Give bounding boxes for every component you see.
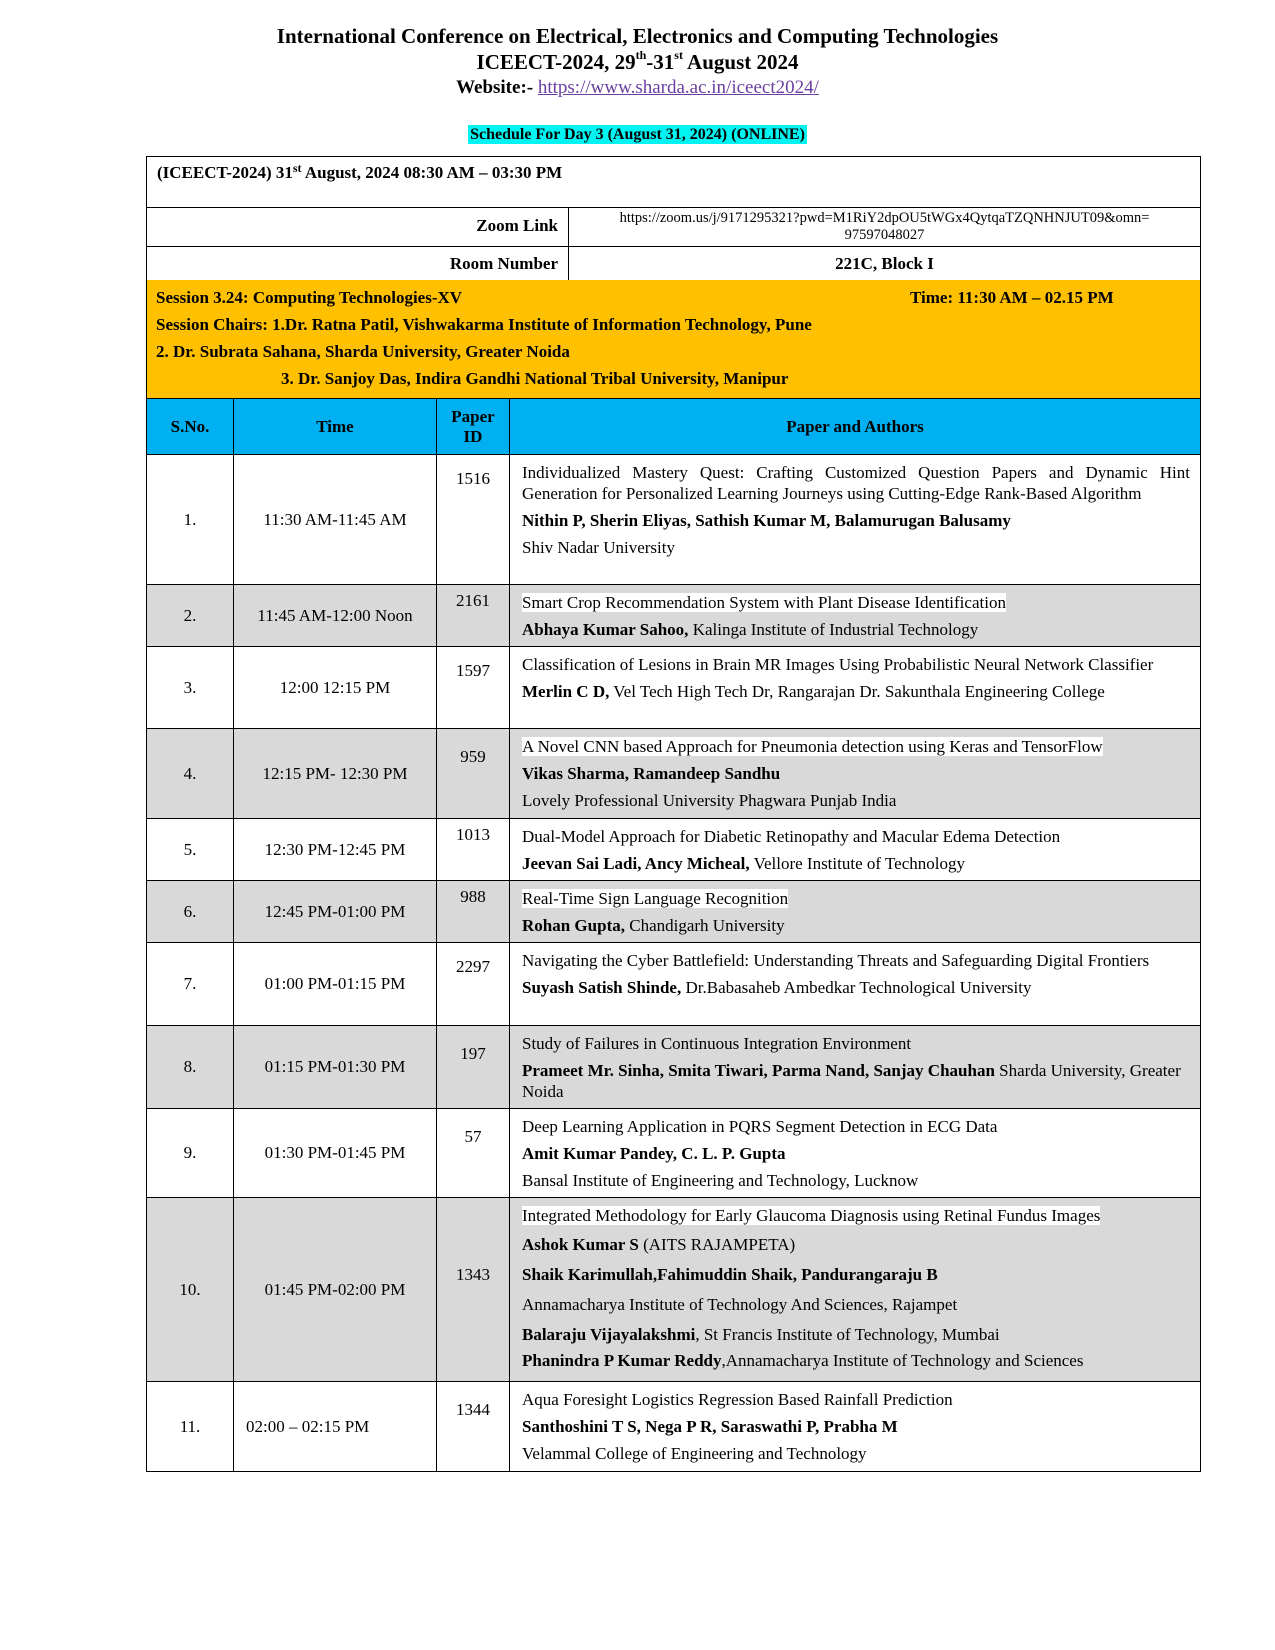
row-time: 12:45 PM-01:00 PM — [234, 881, 437, 943]
table-header — [147, 399, 1201, 455]
paper-authors: Rohan Gupta, — [522, 916, 625, 935]
row-sno: 8. — [147, 1026, 234, 1109]
row-time: 12:15 PM- 12:30 PM — [234, 729, 437, 819]
room-label: Room Number — [147, 247, 569, 280]
paper-authors: Amit Kumar Pandey, C. L. P. Gupta — [522, 1144, 786, 1163]
zoom-label: Zoom Link — [147, 208, 569, 247]
zoom-link[interactable]: https://zoom.us/j/9171295321?pwd=M1RiY2dpOU5tWGx4QytqaTZQNHNJUT09&omn= 97597048027 — [619, 210, 1150, 243]
col-paper-id: Paper ID — [437, 399, 510, 455]
row-time: 01:45 PM-02:00 PM — [234, 1198, 437, 1382]
row-paper: Integrated Methodology for Early Glaucoma Diagnosis using Retinal Fundus Images Ashok Kumar S (AITS RAJAMPETA) Shaik Karimullah,Fahimuddin Shaik, Pandurangaraju B Annamacharya Institute of Technology And Sciences, Rajampet Balaraju Vijayalakshmi, St Francis Institute of Technology, Mumbai Phanindra P Kumar Reddy,Annamacharya Institute of Technology and Sciences — [510, 1198, 1201, 1382]
paper-affiliation: Vellore Institute of Technology — [749, 854, 965, 873]
session-chair-3: 3. Dr. Sanjoy Das, Indira Gandhi National Tribal University, Manipur — [281, 369, 789, 388]
row-paper — [510, 1026, 1201, 1109]
row-paper-id: 1344 — [437, 1382, 510, 1472]
row-paper-id: 988 — [437, 881, 510, 943]
conference-edition: ICEECT-2024, 29th-31st August 2024 — [476, 48, 799, 74]
table-row — [147, 881, 1201, 943]
conference-title: International Conference on Electrical, Electronics and Computing Technologies — [276, 24, 999, 48]
table-row — [147, 1026, 1201, 1109]
row-sno: 9. — [147, 1109, 234, 1198]
row-paper-id: 2297 — [437, 943, 510, 1026]
row-time: 12:30 PM-12:45 PM — [234, 819, 437, 881]
table-row — [147, 1382, 1201, 1472]
session-title: Session 3.24: Computing Technologies-XV — [156, 288, 463, 307]
paper-title: Navigating the Cyber Battlefield: Understanding Threats and Safeguarding Digital Frontiers — [522, 951, 1150, 970]
table-row — [147, 647, 1201, 729]
row-sno: 2. — [147, 585, 234, 647]
table-row — [147, 819, 1201, 881]
room-value: 221C, Block I — [835, 254, 934, 273]
row-paper-id: 57 — [437, 1109, 510, 1198]
paper-title: Integrated Methodology for Early Glaucoma Diagnosis using Retinal Fundus Images — [522, 1206, 1101, 1225]
row-paper-id: 1013 — [437, 819, 510, 881]
paper-affiliation: Chandigarh University — [624, 916, 785, 935]
session-block — [146, 280, 1201, 399]
row-paper — [510, 819, 1201, 881]
row-sno: 5. — [147, 819, 234, 881]
website-link[interactable]: https://www.sharda.ac.in/iceect2024/ — [537, 77, 819, 98]
row-time: 11:30 AM-11:45 AM — [234, 455, 437, 585]
paper-title: Smart Crop Recommendation System with Plant Disease Identification — [522, 593, 1006, 612]
row-time: 01:15 PM-01:30 PM — [234, 1026, 437, 1109]
row-sno: 1. — [147, 455, 234, 585]
paper-author-3: Balaraju Vijayalakshmi — [522, 1325, 696, 1344]
schedule-table — [146, 398, 1201, 1472]
session-chair-1: Session Chairs: 1.Dr. Ratna Patil, Vishwakarma Institute of Information Technology, Pune — [156, 315, 812, 334]
zoom-row — [146, 207, 1201, 247]
paper-title: Individualized Mastery Quest: Crafting Customized Question Papers and Dynamic Hint Generation for Personalized Learning Journeys using Cutting-Edge Rank-Based Algorithm — [522, 463, 1190, 503]
paper-affiliation: Lovely Professional University Phagwara Punjab India — [522, 791, 897, 810]
paper-author-4: Phanindra P Kumar Reddy — [522, 1351, 722, 1370]
row-paper-id: 959 — [437, 729, 510, 819]
paper-title: Real-Time Sign Language Recognition — [522, 889, 789, 908]
row-time: 11:45 AM-12:00 Noon — [234, 585, 437, 647]
row-paper-id: 197 — [437, 1026, 510, 1109]
paper-title: A Novel CNN based Approach for Pneumonia detection using Keras and TensorFlow — [522, 737, 1103, 756]
paper-affiliation: Shiv Nadar University — [522, 538, 675, 557]
col-time: Time — [234, 399, 437, 455]
paper-authors: Jeevan Sai Ladi, Ancy Micheal, — [522, 854, 750, 873]
paper-title: Dual-Model Approach for Diabetic Retinopathy and Macular Edema Detection — [522, 827, 1061, 846]
table-row — [147, 729, 1201, 819]
row-time: 12:00 12:15 PM — [234, 647, 437, 729]
table-row — [147, 585, 1201, 647]
paper-affiliation: Bansal Institute of Engineering and Technology, Lucknow — [522, 1171, 919, 1190]
paper-title: Deep Learning Application in PQRS Segment Detection in ECG Data — [522, 1117, 998, 1136]
table-row — [147, 1109, 1201, 1198]
row-sno: 6. — [147, 881, 234, 943]
row-paper — [510, 943, 1201, 1026]
row-paper — [510, 729, 1201, 819]
paper-authors: Santhoshini T S, Nega P R, Saraswathi P, Prabha M — [522, 1417, 898, 1436]
paper-authors: Merlin C D, — [522, 682, 610, 701]
paper-affiliation: Sharda University, Greater Noida — [522, 1061, 1181, 1101]
row-paper — [510, 455, 1201, 585]
session-chair-2: 2. Dr. Subrata Sahana, Sharda University, Greater Noida — [156, 342, 570, 361]
row-paper — [510, 1382, 1201, 1472]
row-sno: 3. — [147, 647, 234, 729]
row-paper — [510, 881, 1201, 943]
row-time: 01:30 PM-01:45 PM — [234, 1109, 437, 1198]
row-paper-id: 1343 — [437, 1198, 510, 1382]
paper-authors: Vikas Sharma, Ramandeep Sandhu — [522, 764, 781, 783]
row-paper — [510, 1109, 1201, 1198]
paper-authors: Abhaya Kumar Sahoo, — [522, 620, 689, 639]
paper-affiliation: Vel Tech High Tech Dr, Rangarajan Dr. Sakunthala Engineering College — [609, 682, 1105, 701]
paper-title: Aqua Foresight Logistics Regression Based Rainfall Prediction — [522, 1390, 953, 1409]
paper-author-1: Ashok Kumar S — [522, 1235, 639, 1254]
table-row — [147, 1198, 1201, 1382]
day-banner: Schedule For Day 3 (August 31, 2024) (ONLINE) — [470, 126, 805, 143]
col-sno: S.No. — [147, 399, 234, 455]
paper-title: Study of Failures in Continuous Integration Environment — [522, 1034, 912, 1053]
paper-author-2: Shaik Karimullah,Fahimuddin Shaik, Pandurangaraju B — [522, 1265, 938, 1284]
row-sno: 10. — [147, 1198, 234, 1382]
paper-authors: Suyash Satish Shinde, — [522, 978, 682, 997]
row-sno: 4. — [147, 729, 234, 819]
table-row — [147, 943, 1201, 1026]
row-paper-id: 1597 — [437, 647, 510, 729]
row-sno: 11. — [147, 1382, 234, 1472]
paper-authors: Prameet Mr. Sinha, Smita Tiwari, Parma Nand, Sanjay Chauhan — [522, 1061, 995, 1080]
paper-authors: Nithin P, Sherin Eliyas, Sathish Kumar M, Balamurugan Balusamy — [522, 511, 1011, 530]
paper-affiliation: Velammal College of Engineering and Technology — [522, 1444, 867, 1463]
room-row — [146, 246, 1201, 281]
session-time: Time: 11:30 AM – 02.15 PM — [910, 288, 1114, 307]
row-paper — [510, 585, 1201, 647]
row-paper-id: 1516 — [437, 455, 510, 585]
table-row — [147, 455, 1201, 585]
row-sno: 7. — [147, 943, 234, 1026]
paper-title: Classification of Lesions in Brain MR Images Using Probabilistic Neural Network Classifier — [522, 655, 1154, 674]
row-paper-id: 2161 — [437, 585, 510, 647]
website-line: Website:- https://www.sharda.ac.in/iceect2024/ — [456, 77, 819, 98]
col-paper-authors: Paper and Authors — [510, 399, 1201, 455]
row-paper — [510, 647, 1201, 729]
row-time: 01:00 PM-01:15 PM — [234, 943, 437, 1026]
paper-affiliation: Kalinga Institute of Industrial Technology — [688, 620, 979, 639]
row-time: 02:00 – 02:15 PM — [234, 1382, 437, 1472]
paper-affiliation: Annamacharya Institute of Technology And Sciences, Rajampet — [522, 1295, 958, 1314]
event-row: (ICEECT-2024) 31st August, 2024 08:30 AM – 03:30 PM — [146, 156, 1201, 208]
paper-affiliation: Dr.Babasaheb Ambedkar Technological University — [681, 978, 1032, 997]
